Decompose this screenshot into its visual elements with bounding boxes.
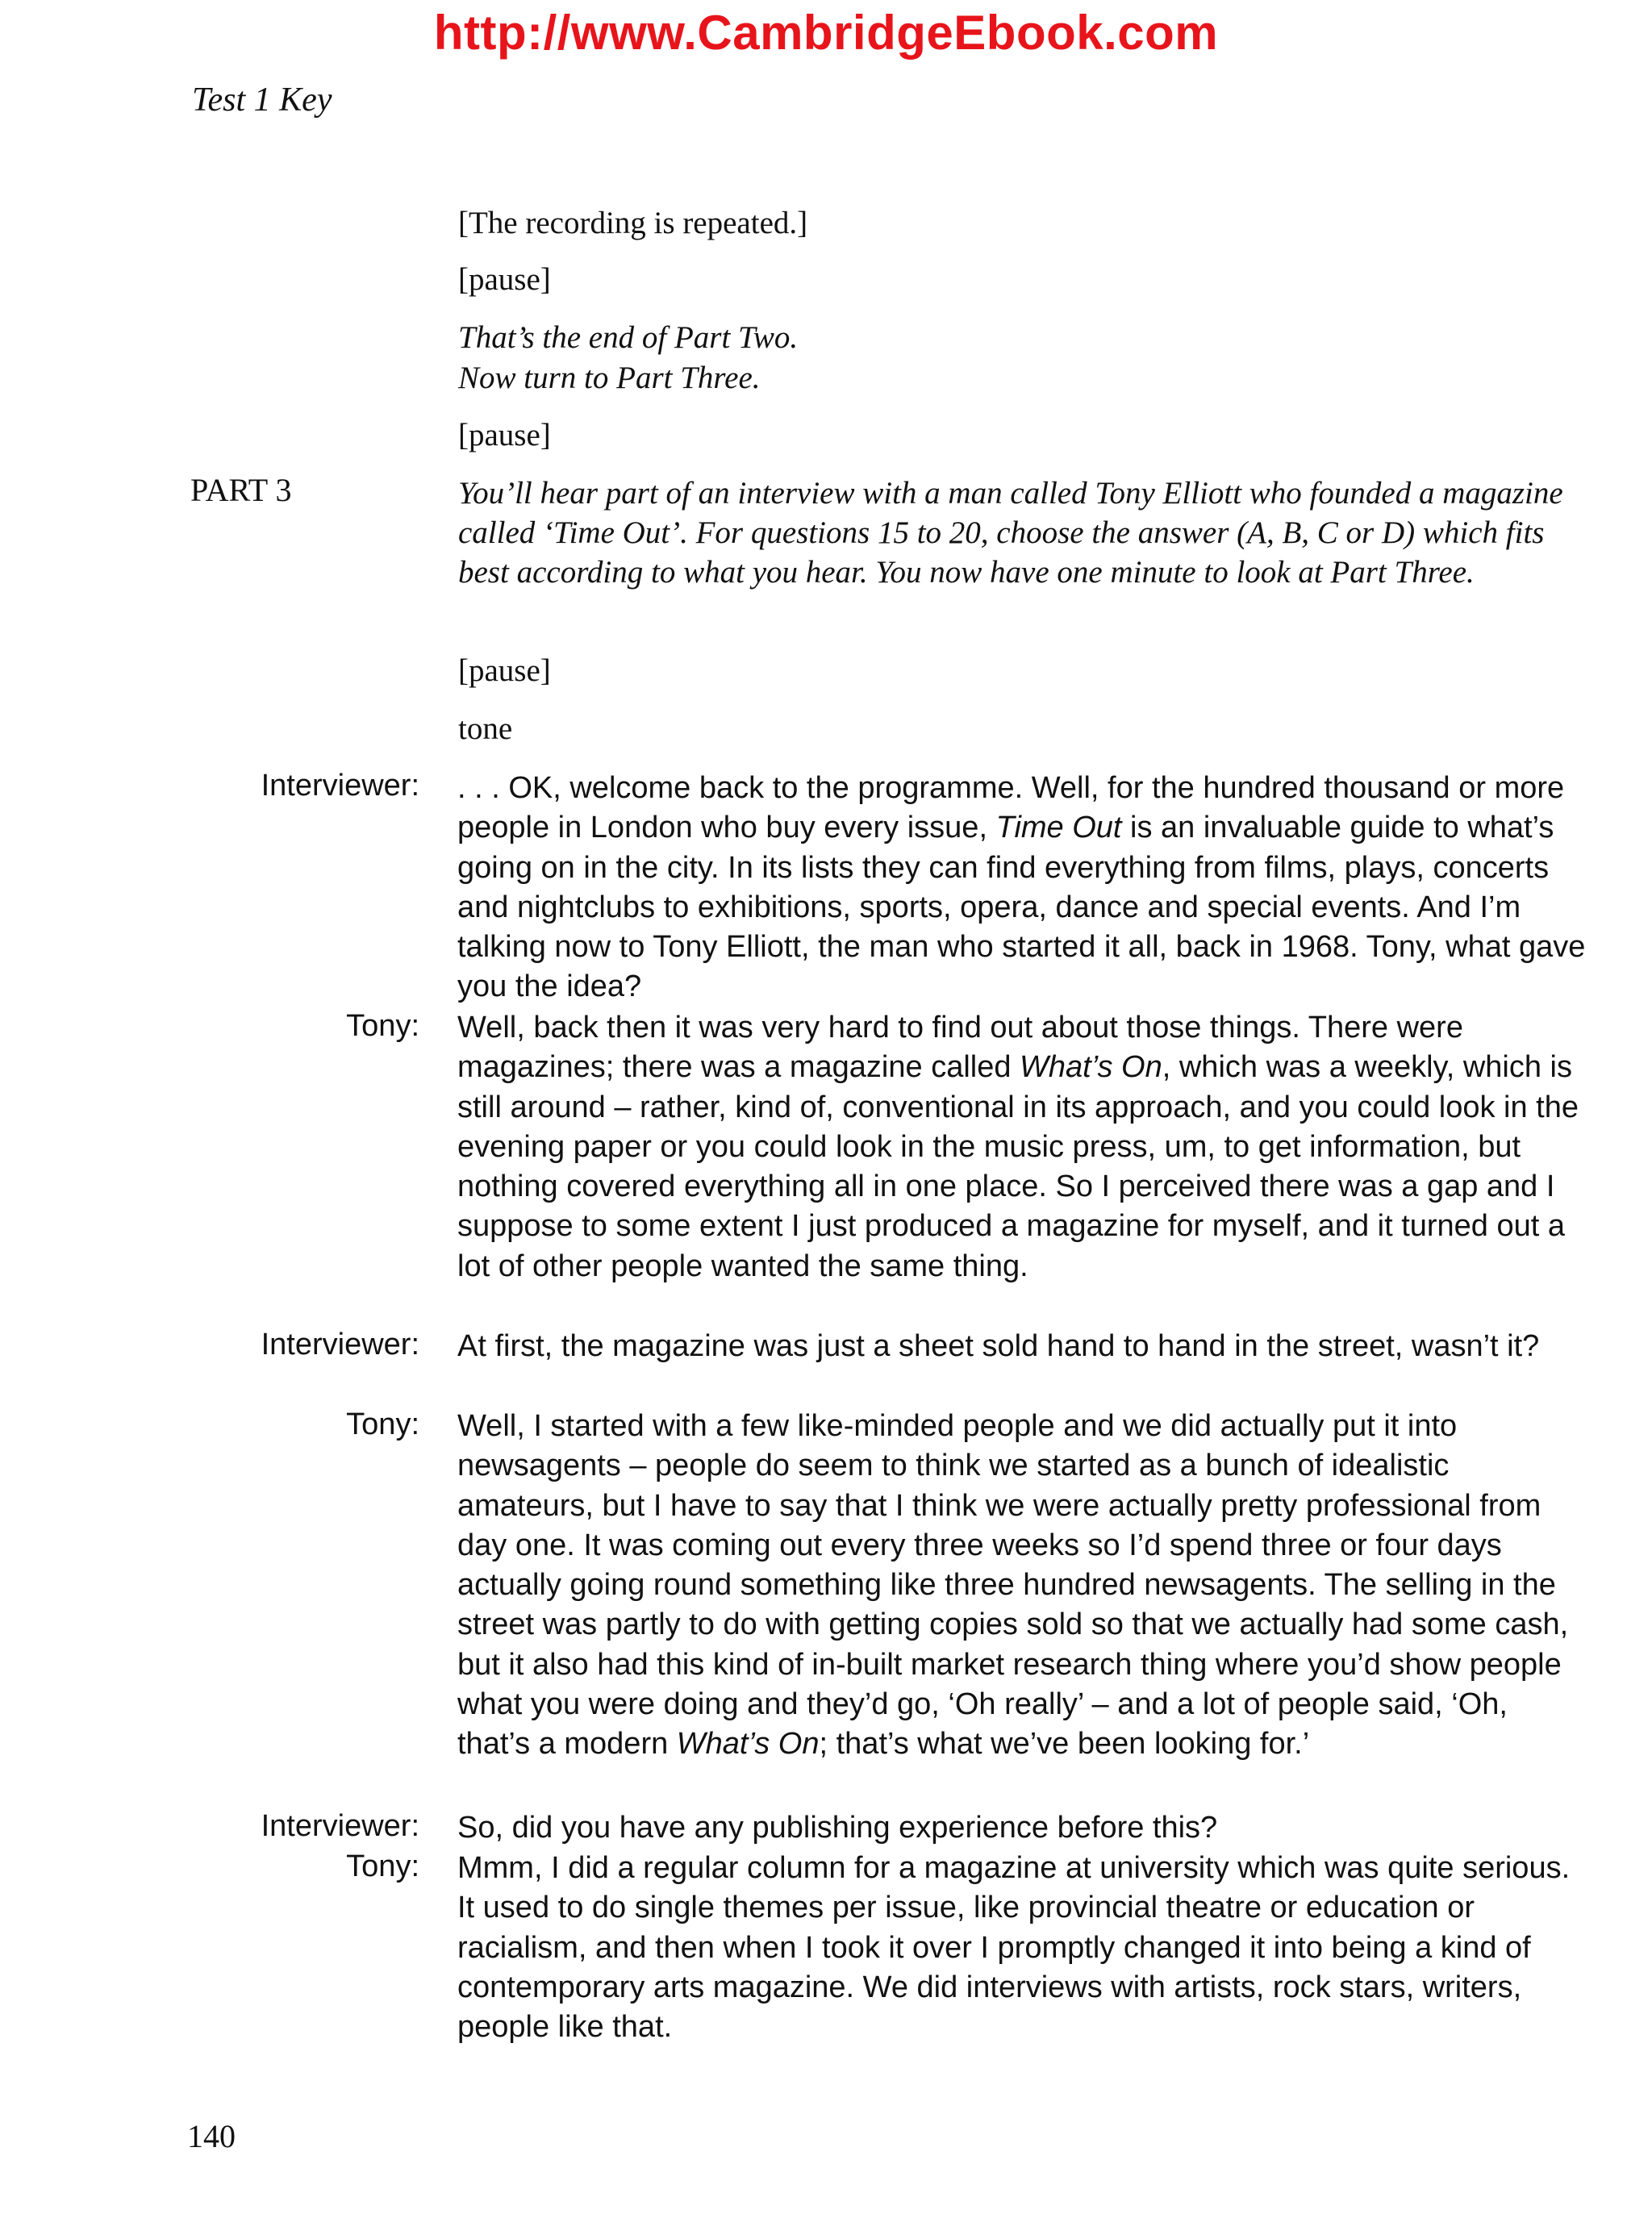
speaker-label: Interviewer: bbox=[261, 1809, 419, 1843]
magazine-title: What’s On bbox=[676, 1727, 820, 1762]
page-number: 140 bbox=[187, 2118, 236, 2154]
watermark-url: http://www.CambridgeEbook.com bbox=[433, 6, 1219, 60]
running-head: Test 1 Key bbox=[192, 81, 332, 119]
part-instructions: You’ll hear part of an interview with a man called Tony Elliott who founded a magazine called ‘Time Out’. For questions 15 to 20, choose the answer (A, B, C or D) which fits best according to what you hear. You now have one minute to look at Part Three. bbox=[458, 476, 1563, 590]
stage-direction-tone: tone bbox=[458, 711, 513, 746]
stage-direction-pause: [pause] bbox=[458, 418, 551, 452]
speaker-label: Interviewer: bbox=[261, 769, 419, 803]
stage-direction-pause: [pause] bbox=[458, 653, 551, 688]
speech-text: So, did you have any publishing experience before this? bbox=[457, 1811, 1218, 1845]
speaker-label: Tony: bbox=[346, 1009, 419, 1043]
magazine-title: Time Out bbox=[995, 811, 1122, 845]
speech-text: At first, the magazine was just a sheet sold hand to hand in the street, wasn’t it? bbox=[457, 1329, 1540, 1363]
speaker-label: Tony: bbox=[346, 1849, 419, 1883]
part-label: PART 3 bbox=[190, 472, 292, 508]
stage-direction-turn-part-three: Now turn to Part Three. bbox=[458, 361, 761, 395]
stage-direction-end-part-two: That’s the end of Part Two. bbox=[458, 320, 799, 355]
stage-direction-repeated: [The recording is repeated.] bbox=[458, 206, 808, 240]
speech-text: Well, back then it was very hard to find out about those things. There were magazines; there was a magazine called What’s On, which was a weekly, which is still around – rather, kind of, conventional in its approach, and you could look in the evening paper or you could look in the music press, um, to get information, but nothing covered everything all in one place. So I perceived there was a gap and I suppose to some extent I just produced a magazine for myself, and it turned out a lot of other people wanted the same thing. bbox=[457, 1011, 1579, 1283]
speaker-label: Tony: bbox=[346, 1407, 419, 1441]
speech-text: Mmm, I did a regular column for a magazine at university which was quite serious. It used to do single themes per issue, like provincial theatre or education or racialism, and then when I took it over I promptly changed it into being a kind of contemporary arts magazine. We did interviews with artists, rock stars, writers, people like that. bbox=[457, 1851, 1571, 2045]
speaker-label: Interviewer: bbox=[261, 1328, 419, 1361]
magazine-title: What’s On bbox=[1020, 1050, 1162, 1085]
stage-direction-pause: [pause] bbox=[458, 262, 551, 297]
speech-text: . . . OK, welcome back to the programme. Well, for the hundred thousand or more people in London who buy every issue, Time Out is an invaluable guide to what’s going on in the city. In its lists they can find everything from films, plays, concerts and nightclubs to exhibitions, sports, opera, dance and special events. And I’m talking now to Tony Elliott, the man who started it all, back in 1968. Tony, what gave you the idea? bbox=[457, 771, 1586, 1004]
speech-text: Well, I started with a few like-minded people and we did actually put it into newsagents – people do seem to think we started as a bunch of idealistic amateurs, but I have to say that I think we were actually pretty professional from day one. It was coming out every three weeks so I’d spend three or four days actually going round something like three hundred newsagents. The selling in the street was partly to do with getting copies sold so that we actually had some cash, but it also had this kind of in-built market research thing where you’d show people what you were doing and they’d go, ‘Oh really’ – and a lot of people said, ‘Oh, that’s a modern What’s On; that’s what we’ve been looking for.’ bbox=[457, 1409, 1569, 1762]
